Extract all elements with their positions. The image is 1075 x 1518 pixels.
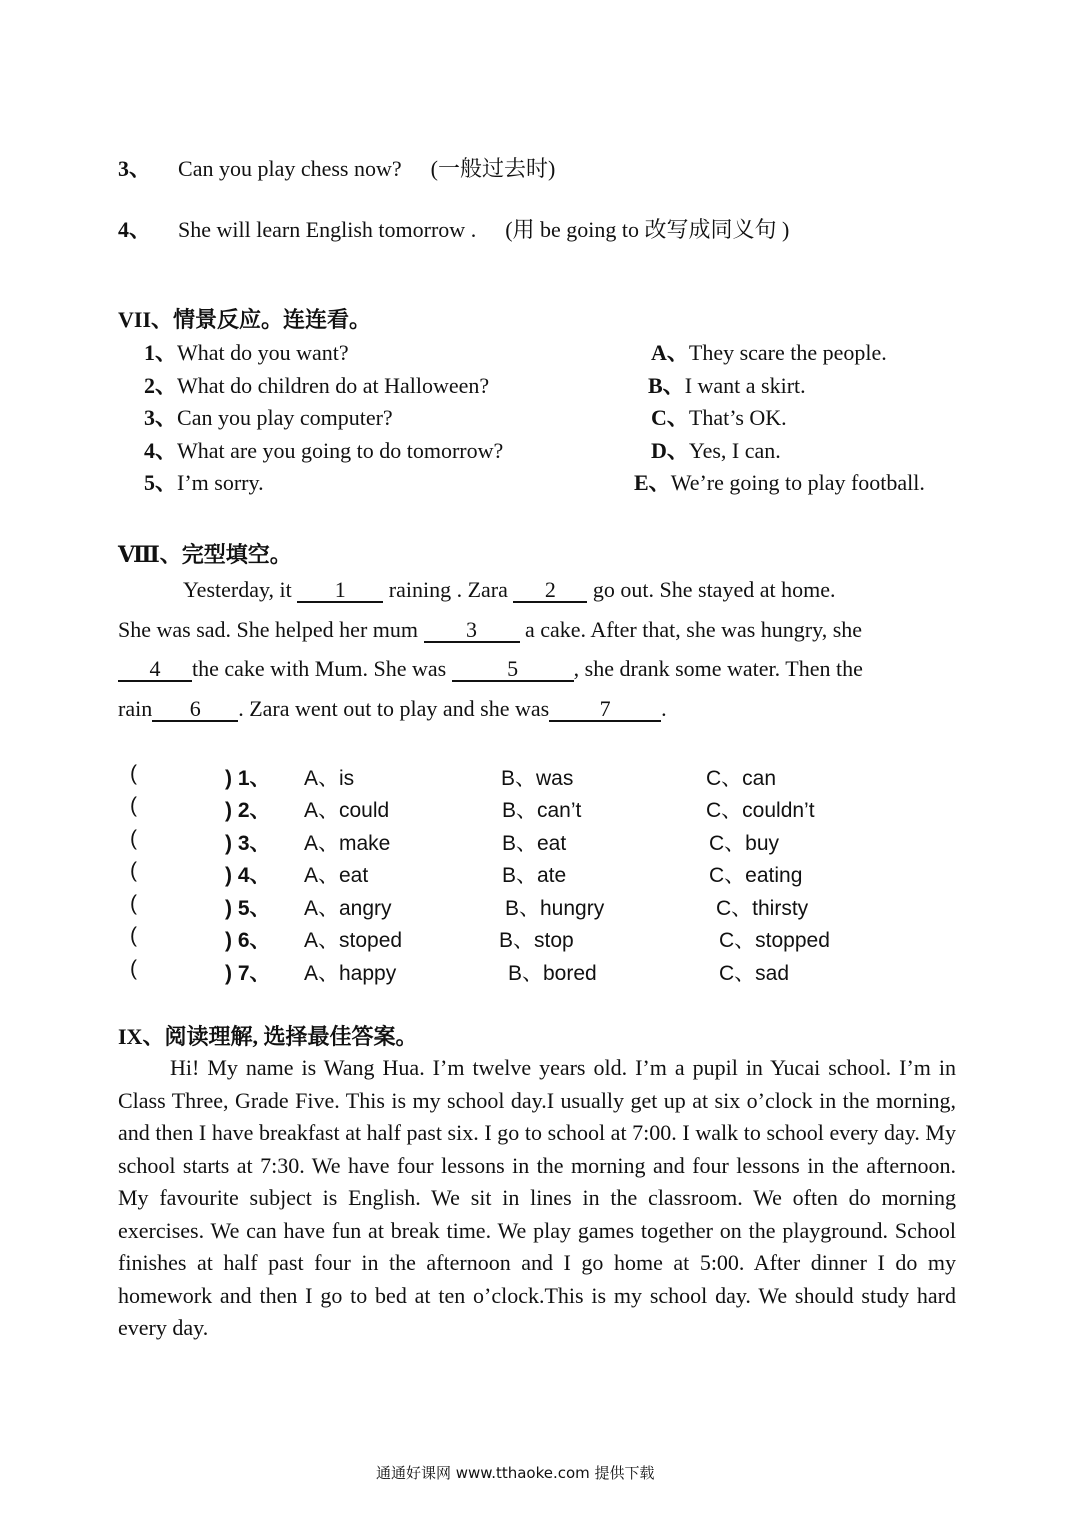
option-a[interactable]: A、angry bbox=[304, 897, 392, 920]
option-a[interactable]: A、could bbox=[304, 799, 390, 822]
answer-text: Yes, I can. bbox=[688, 438, 781, 463]
answer-text: I want a skirt. bbox=[684, 373, 806, 398]
passage-text: rain bbox=[118, 696, 153, 721]
option-a[interactable]: A、stoped bbox=[304, 929, 403, 952]
option-c[interactable]: C、can bbox=[706, 767, 777, 790]
answer-letter: E、 bbox=[634, 470, 671, 495]
answer-paren[interactable]: ( bbox=[130, 859, 137, 882]
answer-letter: A、 bbox=[651, 340, 689, 365]
rewrite-item-4 bbox=[118, 213, 789, 244]
question-number: 3、 bbox=[144, 405, 178, 430]
option-b[interactable]: B、was bbox=[501, 767, 574, 790]
item-number: 4、 bbox=[118, 217, 152, 242]
option-a[interactable]: A、eat bbox=[304, 864, 369, 887]
question-item bbox=[144, 401, 393, 432]
question-text: What do you want? bbox=[177, 340, 349, 365]
question-text: What are you going to do tomorrow? bbox=[177, 438, 504, 463]
section-7-title: VII、情景反应。连连看。 bbox=[118, 307, 372, 332]
answer-paren[interactable]: ( bbox=[130, 794, 137, 817]
passage-text: She was sad. She helped her mum bbox=[118, 617, 418, 642]
answer-paren[interactable]: ( bbox=[130, 957, 137, 980]
answer-letter: B、 bbox=[648, 373, 685, 398]
option-b[interactable]: B、ate bbox=[502, 864, 567, 887]
passage-text: . Zara went out to play and she was bbox=[238, 696, 550, 721]
blank-4[interactable]: 4 bbox=[118, 657, 192, 682]
blank-1[interactable]: 1 bbox=[297, 578, 383, 603]
blank-6[interactable]: 6 bbox=[152, 697, 238, 722]
choice-number: ) 2、 bbox=[225, 799, 271, 822]
question-number: 5、 bbox=[144, 470, 178, 495]
passage-text: go out. She stayed at home. bbox=[592, 577, 836, 602]
section-9-title: IX、阅读理解, 选择最佳答案。 bbox=[118, 1024, 418, 1049]
cloze-line-2 bbox=[118, 617, 862, 643]
cloze-line-3 bbox=[118, 656, 863, 682]
answer-text: We’re going to play football. bbox=[670, 470, 925, 495]
choice-number: ) 6、 bbox=[225, 929, 271, 952]
question-item bbox=[144, 466, 264, 497]
option-c[interactable]: C、couldn’t bbox=[706, 799, 815, 822]
passage-text: a cake. After that, she was hungry, she bbox=[525, 617, 863, 642]
blank-5[interactable]: 5 bbox=[452, 657, 574, 682]
option-b[interactable]: B、stop bbox=[499, 929, 574, 952]
option-c[interactable]: C、buy bbox=[709, 832, 780, 855]
section-8-title: Ⅷ、完型填空。 bbox=[118, 542, 292, 567]
choice-number: ) 1、 bbox=[225, 767, 271, 790]
option-c[interactable]: C、stopped bbox=[719, 929, 830, 952]
reading-passage: Hi! My name is Wang Hua. I’m twelve years old. I’m a pupil in Yucai school. I’m in Class Three, Grade Five. This is my school day.I usually get up at six o’clock in the morning, and then I have breakfast at half past six. I go to school at 7:00. I walk to school every day. My school starts at 7:30. We have four lessons in the morning and four lessons in the afternoon. My favourite subject is English. We sit in lines in the classroom. We often do morning exercises. We can have fun at break time. We play games together on the playground. School finishes at half past four in the afternoon and I go home at 5:00. After dinner I do my homework and then I go to bed at ten o’clock.This is my school day. We should study hard every day. bbox=[118, 1055, 956, 1340]
item-number: 3、 bbox=[118, 156, 152, 181]
item-instruction: (用 be going to 改写成同义句 ) bbox=[505, 217, 790, 242]
passage-text: Yesterday, it bbox=[183, 577, 292, 602]
passage-text: , she drank some water. Then the bbox=[573, 656, 863, 681]
option-c[interactable]: C、thirsty bbox=[716, 897, 809, 920]
rewrite-item-3 bbox=[118, 152, 555, 183]
passage-text: the cake with Mum. She was bbox=[192, 656, 447, 681]
item-sentence: Can you play chess now? bbox=[178, 156, 402, 181]
answer-paren[interactable]: ( bbox=[130, 892, 137, 915]
question-item bbox=[144, 369, 489, 400]
answer-letter: D、 bbox=[651, 438, 689, 463]
answer-text: That’s OK. bbox=[688, 405, 787, 430]
answer-letter: C、 bbox=[651, 405, 689, 430]
choice-number: ) 5、 bbox=[225, 897, 271, 920]
option-a[interactable]: A、make bbox=[304, 832, 391, 855]
option-a[interactable]: A、happy bbox=[304, 962, 397, 985]
option-c[interactable]: C、sad bbox=[719, 962, 790, 985]
question-number: 1、 bbox=[144, 340, 178, 365]
option-c[interactable]: C、eating bbox=[709, 864, 803, 887]
cloze-line-4 bbox=[118, 696, 667, 722]
blank-2[interactable]: 2 bbox=[513, 578, 587, 603]
choice-number: ) 3、 bbox=[225, 832, 271, 855]
question-text: I’m sorry. bbox=[177, 470, 264, 495]
option-b[interactable]: B、hungry bbox=[505, 897, 605, 920]
answer-paren[interactable]: ( bbox=[130, 762, 137, 785]
item-instruction: (一般过去时) bbox=[430, 156, 556, 181]
question-text: What do children do at Halloween? bbox=[177, 373, 490, 398]
cloze-line-1 bbox=[183, 577, 835, 603]
answer-text: They scare the people. bbox=[688, 340, 887, 365]
answer-item bbox=[651, 401, 787, 432]
option-b[interactable]: B、bored bbox=[508, 962, 597, 985]
choice-number: ) 4、 bbox=[225, 864, 271, 887]
answer-paren[interactable]: ( bbox=[130, 827, 137, 850]
footer-credit: 通通好课网 www.tthaoke.com 提供下载 bbox=[376, 1464, 655, 1482]
choice-number: ) 7、 bbox=[225, 962, 271, 985]
answer-item bbox=[651, 434, 781, 465]
passage-text: . bbox=[661, 696, 667, 721]
question-item bbox=[144, 434, 503, 465]
answer-item bbox=[648, 369, 806, 400]
blank-3[interactable]: 3 bbox=[424, 618, 520, 643]
passage-text: raining . Zara bbox=[388, 577, 508, 602]
question-number: 4、 bbox=[144, 438, 178, 463]
item-sentence: She will learn English tomorrow . bbox=[178, 217, 477, 242]
option-b[interactable]: B、eat bbox=[502, 832, 567, 855]
question-item bbox=[144, 336, 349, 367]
answer-paren[interactable]: ( bbox=[130, 924, 137, 947]
question-number: 2、 bbox=[144, 373, 178, 398]
blank-7[interactable]: 7 bbox=[549, 697, 661, 722]
question-text: Can you play computer? bbox=[177, 405, 393, 430]
answer-item bbox=[651, 336, 887, 367]
option-b[interactable]: B、can’t bbox=[502, 799, 582, 822]
answer-item bbox=[634, 466, 925, 497]
option-a[interactable]: A、is bbox=[304, 767, 355, 790]
